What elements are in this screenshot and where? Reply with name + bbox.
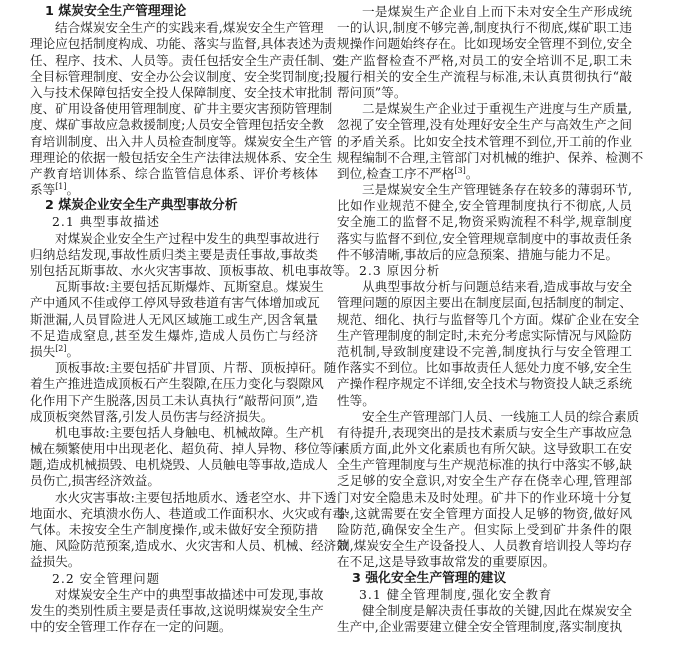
paragraph-problem-one bbox=[337, 4, 632, 101]
heading-text: 2.1 典型事故描述 bbox=[52, 214, 160, 230]
text-line: 结合煤炭安全生产的实践来看,煤炭安全生产管理 bbox=[55, 20, 324, 36]
text-line: 规程编制不合理,主管部门对机械的维护、保养、检测不 bbox=[337, 149, 644, 165]
right-column bbox=[337, 4, 644, 635]
paragraph-problem-three bbox=[337, 182, 632, 263]
text-line: 入与技术保障包括安全投人保障制度、安全技术审批制 bbox=[30, 84, 333, 100]
text-line: 械在频繁使用中出现老化、超负荷、掉人异物、移位等问 bbox=[30, 441, 345, 457]
text-line: 瓦斯事故:主要包括瓦斯爆炸、瓦斯窒息。煤炭生 bbox=[55, 279, 324, 295]
paragraph-typical-accidents bbox=[30, 230, 358, 280]
paragraph-water-fire-accident bbox=[30, 489, 349, 571]
text-line: 管理问题的原因主要出在制度层面,包括制度的制定、 bbox=[337, 295, 632, 311]
text-line: 对煤炭安全生产中的典型事故描述中可发现,事故 bbox=[55, 586, 324, 602]
text-line: 件不够清晰,事故后的应急预案、措施与能力不足。 bbox=[337, 246, 619, 262]
paragraph-personnel-quality bbox=[337, 408, 640, 571]
text-line: 成顶板突然冒落,引发人员伤害与经济损失。 bbox=[30, 408, 274, 424]
citation-reference: [3] bbox=[454, 165, 466, 175]
text-line: 一的认识,制度不够完善,制度执行不彻底,煤矿职工违 bbox=[337, 20, 632, 36]
paragraph-roof-accident bbox=[30, 360, 337, 425]
text-line: 二是煤炭生产企业过于重视生产进度与生产质量, bbox=[362, 101, 632, 117]
text-line: 在不足,这是导致事故常发的重要原因。 bbox=[337, 554, 556, 570]
text-line: 任、程序、技术、人员等。责任包括安全生产责任制、安 bbox=[30, 52, 345, 68]
text-line: 不足造成窒息,甚至发生爆炸,造成人员伤亡与经济 bbox=[30, 327, 318, 343]
section-3-1-heading bbox=[337, 587, 632, 603]
text-line: 落实与监督不到位,安全管理规章制度中的事故责任条 bbox=[337, 230, 632, 246]
text-line: 一是煤炭生产企业自上而下未对安全生产形成统 bbox=[362, 4, 632, 19]
text-line: 题,造成机械损毁、电机烧毁、人员触电等事故,造成人 bbox=[30, 457, 328, 473]
text-line: 从典型事故分析与问题总结来看,造成事故与安全 bbox=[362, 279, 632, 295]
text-line: 全目标管理制度、安全办公会议制度、安全奖罚制度;投 bbox=[30, 68, 337, 84]
paragraph-problem-two bbox=[337, 101, 644, 182]
paragraph-management-theory bbox=[30, 20, 345, 198]
text-line: 安全生产管理部门人员、一线施工人员的综合素质 bbox=[362, 408, 640, 424]
text-line: 斯泄漏,人员冒险进人无风区域施工或生产,因含氧量 bbox=[30, 311, 318, 327]
text-segment: 到位,检查工序不严格 bbox=[337, 165, 455, 181]
text-line: 产中通风不佳或停工停风导致巷道有害气体增加或瓦 bbox=[30, 295, 320, 311]
section-3-heading bbox=[337, 571, 632, 587]
text-line: 益损失。 bbox=[30, 554, 81, 570]
text-line: 的矛盾关系。比如安全技术管理不到位,开工前的作业 bbox=[337, 133, 632, 149]
text-line: 着生产推进造成顶板石产生裂隙,在压力变化与裂隙风 bbox=[30, 376, 324, 392]
text-line bbox=[30, 344, 318, 360]
paragraph-electromechanical-accident bbox=[30, 424, 345, 490]
text-line: 帮问顶”等。 bbox=[337, 84, 407, 100]
text-line: 健全制度是解决责任事故的关键,因此在煤炭安全 bbox=[362, 602, 632, 618]
paragraph-management-problems bbox=[30, 586, 324, 636]
text-line: 全生产管理制度与生产规范标准的执行中落实不够,缺 bbox=[337, 457, 632, 473]
text-line bbox=[337, 166, 632, 182]
text-line: 地面水、充填溃水伤人、巷道或工作面积水、火灾或有毒 bbox=[30, 505, 345, 521]
text-line: 度、矿用设备使用管理制度、矿井主要灾害预防管理制 bbox=[30, 101, 333, 117]
heading-text: 2.3 原因分析 bbox=[359, 263, 441, 278]
text-line: 门对安全隐患未及时处理。矿井下的作业环境十分复 bbox=[337, 489, 632, 505]
paragraph-cause-analysis bbox=[337, 279, 640, 409]
text-line: 水火灾害事故:主要包括地质水、透老空水、井下透 bbox=[55, 489, 337, 505]
text-segment: 。 bbox=[66, 343, 80, 359]
text-segment: 损失 bbox=[30, 343, 56, 359]
heading-text: 2.2 安全管理问题 bbox=[52, 570, 160, 586]
heading-text: 3 强化安全生产管理的建议 bbox=[352, 570, 507, 586]
text-line: 杂,这就需要在安全管理方面投人足够的物资,做好风 bbox=[337, 505, 632, 521]
section-2-heading bbox=[30, 198, 318, 214]
paragraph-improve-system bbox=[337, 603, 632, 635]
text-line: 生产监督检查不严格,对员工的安全培训不足,职工未 bbox=[337, 52, 632, 68]
text-line: 履行相关的安全生产流程与标准,未认真贯彻执行“敲 bbox=[337, 68, 632, 84]
text-line: 气体。未按安全生产制度操作,或未做好安全预防措 bbox=[30, 522, 318, 537]
text-line: 施、风险防范预案,造成水、火灾害和人员、机械、经济效 bbox=[30, 538, 349, 554]
text-line: 规范、细化、执行与监督等几个方面。煤矿企业在安全 bbox=[337, 311, 640, 327]
heading-text: 3.1 健全管理制度,强化安全教育 bbox=[359, 586, 553, 602]
text-line: 理理论的依据一般包括安全生产法律法规体系、安全生 bbox=[30, 149, 333, 165]
text-line: 产操作程序规定不详细,安全技术与物资投人缺乏系统 bbox=[337, 376, 632, 392]
text-line: 有待提升,表现突出的是技术素质与安全生产事故应急 bbox=[337, 424, 632, 440]
text-line: 比如作业规范不健全,安全管理制度执行不彻底,人员 bbox=[337, 198, 632, 214]
text-line: 发生的类别性质主要是责任事故,这说明煤炭安全生产 bbox=[30, 602, 324, 618]
text-line bbox=[30, 182, 318, 198]
text-line: 性等。 bbox=[337, 392, 375, 408]
text-segment: 。 bbox=[66, 182, 80, 198]
text-line: 育培训制度、出入井人员检查制度等。煤炭安全生产管 bbox=[30, 133, 333, 149]
citation-reference: [2] bbox=[55, 343, 67, 353]
text-line: 顶板事故:主要包括矿井冒顶、片帮、顶板掉矸。随 bbox=[55, 360, 337, 376]
section-2-3-heading bbox=[337, 263, 632, 279]
citation-reference: [1] bbox=[55, 182, 67, 192]
section-2-1-heading bbox=[30, 214, 318, 230]
text-line: 险防范,确保安全生产。但实际上受到矿井条件的限 bbox=[337, 522, 632, 537]
text-line: 别包括瓦斯事故、水火灾害事故、顶板事故、机电事故等。 bbox=[30, 263, 358, 278]
text-line: 安全施工的监督不足,物资采购流程不科学,规章制度 bbox=[337, 214, 632, 230]
text-line: 产教育培训体系、综合监管信息体系、评价考核体 bbox=[30, 165, 318, 181]
text-line: 生产管理制度的制定时,未充分考虑实际情况与风险防 bbox=[337, 327, 632, 343]
text-line: 归纳总结发现,事故性质归类主要是责任事故,事故类 bbox=[30, 246, 318, 262]
text-line: 化作用下产生脱落,因员工未认真执行“敲帮问顶”,造 bbox=[30, 392, 318, 408]
text-line: 三是煤炭安全生产管理链条存在较多的薄弱环节, bbox=[362, 182, 632, 198]
text-segment: 系等 bbox=[30, 182, 56, 198]
text-line: 素质方面,此外文化素质也有所欠缺。这导致职工在安 bbox=[337, 441, 632, 457]
text-line: 作落实不到位。比如事故责任人惩处力度不够,安全生 bbox=[337, 360, 632, 376]
text-line: 对煤炭企业安全生产过程中发生的典型事故进行 bbox=[55, 230, 320, 246]
text-line: 员伤亡,损害经济效益。 bbox=[30, 473, 160, 489]
heading-text: 2 煤炭企业安全生产典型事故分析 bbox=[45, 198, 238, 214]
text-line: 制,煤炭安全生产设备投人、人员教育培训投人等均存 bbox=[337, 538, 632, 554]
text-line: 机电事故:主要包括人身触电、机械故障。生产机 bbox=[55, 424, 324, 440]
text-segment: 。 bbox=[465, 165, 479, 181]
section-2-2-heading bbox=[30, 571, 318, 587]
text-line: 理论应包括制度构成、功能、落实与监督,具体表述为责 bbox=[30, 36, 337, 52]
text-line: 生产中,企业需要建立健全安全管理制度,落实制度执 bbox=[337, 619, 623, 635]
paragraph-gas-accident bbox=[30, 279, 324, 360]
text-line: 乏足够的安全意识,对安全生产存在侥幸心理,管理部 bbox=[337, 473, 632, 489]
text-line: 范机制,导致制度建设不完善,制度执行与安全管理工 bbox=[337, 343, 632, 359]
text-line: 规操作问题始终存在。比如现场安全管理不到位,安全 bbox=[337, 36, 632, 52]
text-line: 忽视了安全管理,没有处理好安全生产与高效生产之间 bbox=[337, 117, 632, 133]
text-line: 度、煤矿事故应急救援制度;人员安全管理包括安全教 bbox=[30, 117, 324, 133]
text-line: 中的安全管理工作存在一定的问题。 bbox=[30, 619, 232, 635]
section-1-heading bbox=[30, 4, 318, 20]
heading-text: 1 煤炭安全生产管理理论 bbox=[45, 4, 187, 19]
